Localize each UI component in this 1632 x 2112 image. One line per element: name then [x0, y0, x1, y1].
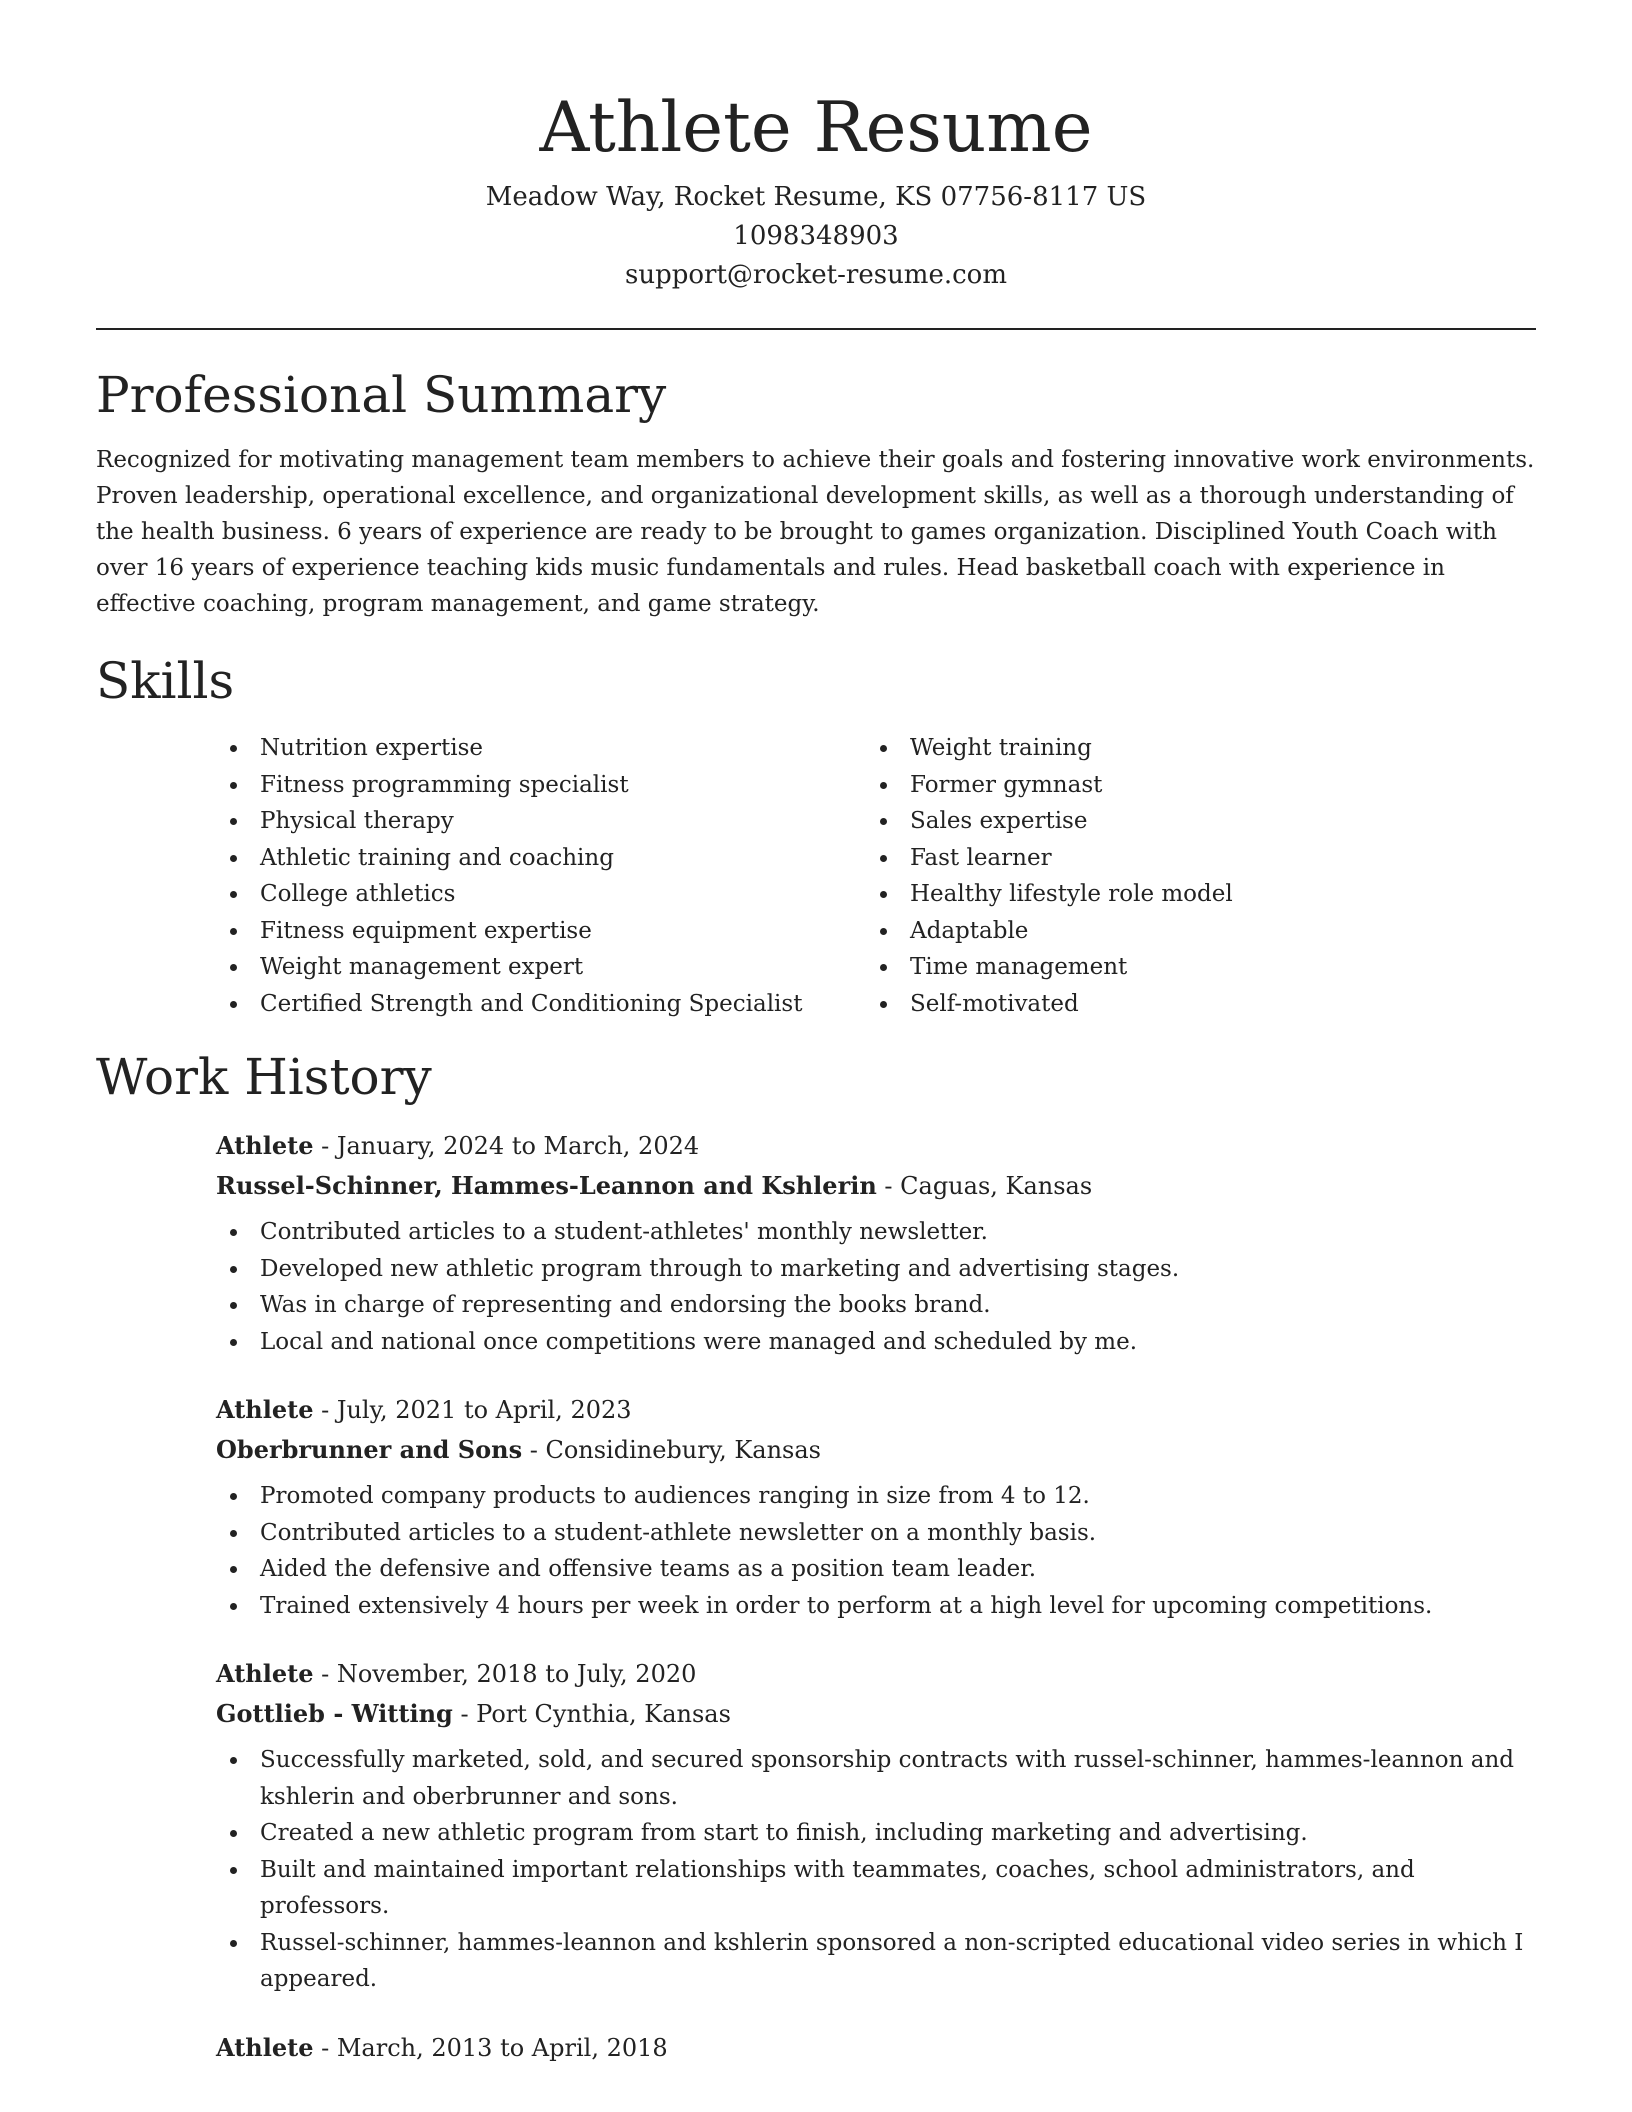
skill-item: Healthy lifestyle role model: [866, 876, 1233, 913]
duty-item: Promoted company products to audiences ranging in size from 4 to 12.: [216, 1478, 1536, 1515]
job-location: - Considinebury, Kansas: [522, 1436, 821, 1464]
duty-item: Contributed articles to a student-athlete newsletter on a monthly basis.: [216, 1515, 1536, 1552]
duty-item: Was in charge of representing and endorsing the books brand.: [216, 1287, 1536, 1324]
job-company-line: [216, 1430, 1536, 1470]
contact-address: Meadow Way, Rocket Resume, KS 07756-8117 US: [485, 182, 1147, 212]
job-company-line: [216, 1166, 1536, 1206]
job-title-line: [216, 1126, 1536, 1166]
skill-item: Certified Strength and Conditioning Specialist: [216, 986, 866, 1023]
job-dates: - January, 2024 to March, 2024: [313, 1132, 700, 1160]
job-entry: [216, 1126, 1536, 1360]
skills-heading: Skills: [96, 652, 235, 710]
duty-item: Trained extensively 4 hours per week in order to perform at a high level for upcoming competitions.: [216, 1588, 1536, 1625]
job-role: Athlete: [216, 1131, 314, 1160]
work-history-heading: Work History: [96, 1048, 432, 1106]
skill-item: Self-motivated: [866, 986, 1233, 1023]
skill-item: Fitness equipment expertise: [216, 913, 866, 950]
job-entry: [216, 1390, 1536, 1624]
job-role: Athlete: [216, 1659, 314, 1688]
job-duties: [216, 1478, 1536, 1624]
summary-text: Recognized for motivating management team members to achieve their goals and fostering innovative work environments. Proven leadership, operational excellence, and organizational development skills, as well as a thorough understanding of the health business. 6 years of experience are ready to be brought to games organization. Disciplined Youth Coach with over 16 years of experience teaching kids music fundamentals and rules. Head basketball coach with experience in effective coaching, program management, and game strategy.: [96, 447, 1535, 617]
job-role: Athlete: [216, 2032, 314, 2062]
job-company: Russel-Schinner, Hammes-Leannon and Kshlerin: [216, 1171, 877, 1200]
skill-item: Physical therapy: [216, 803, 866, 840]
resume-header: [96, 0, 1536, 295]
skill-item: Fast learner: [866, 840, 1233, 877]
header-divider: [96, 328, 1536, 330]
job-title-line: [216, 1390, 1536, 1430]
job-entry: [216, 2028, 1536, 2068]
job-entry: [216, 1654, 1536, 1998]
duty-item: Aided the defensive and offensive teams as a position team leader.: [216, 1551, 1536, 1588]
skill-item: Time management: [866, 949, 1233, 986]
skill-item: College athletics: [216, 876, 866, 913]
skills-list: [216, 730, 1536, 1022]
contact-phone: 1098348903: [733, 221, 899, 251]
skill-item: Weight management expert: [216, 949, 866, 986]
skill-item: Sales expertise: [866, 803, 1233, 840]
job-duties: [216, 1742, 1536, 1998]
job-title-line: [216, 1654, 1536, 1694]
job-location: - Port Cynthia, Kansas: [452, 1700, 731, 1728]
duty-item: Created a new athletic program from start to finish, including marketing and advertising.: [216, 1815, 1536, 1852]
job-title-line: [216, 2028, 1536, 2068]
skills-column-left: [216, 730, 866, 1022]
duty-item: Local and national once competitions were managed and scheduled by me.: [216, 1324, 1536, 1361]
skill-item: Athletic training and coaching: [216, 840, 866, 877]
skill-item: Former gymnast: [866, 767, 1233, 804]
skill-item: Fitness programming specialist: [216, 767, 866, 804]
job-dates: - July, 2021 to April, 2023: [313, 1396, 632, 1424]
duty-item: Successfully marketed, sold, and secured sponsorship contracts with russel-schinner, hammes-leannon and kshlerin and oberbrunner and sons.: [216, 1742, 1536, 1815]
skill-item: Weight training: [866, 730, 1233, 767]
summary-heading: Professional Summary: [96, 366, 667, 424]
job-company-line: [216, 1694, 1536, 1734]
job-duties: [216, 1214, 1536, 1360]
duty-item: Contributed articles to a student-athletes' monthly newsletter.: [216, 1214, 1536, 1251]
job-company: Oberbrunner and Sons: [216, 1435, 523, 1464]
job-role: Athlete: [216, 1395, 314, 1424]
duty-item: Built and maintained important relationships with teammates, coaches, school administrators, and professors.: [216, 1852, 1536, 1925]
contact-email: support@rocket-resume.com: [624, 260, 1007, 290]
resume-name: Athlete Resume: [539, 88, 1093, 168]
job-dates: - November, 2018 to July, 2020: [313, 1660, 697, 1688]
skill-item: Nutrition expertise: [216, 730, 866, 767]
skill-item: Adaptable: [866, 913, 1233, 950]
duty-item: Russel-schinner, hammes-leannon and kshlerin sponsored a non-scripted educational video series in which I appeared.: [216, 1925, 1536, 1998]
job-company: Gottlieb - Witting: [216, 1699, 453, 1728]
resume-page: [96, 0, 1536, 2112]
skills-column-right: [866, 730, 1233, 1022]
duty-item: Developed new athletic program through to marketing and advertising stages.: [216, 1251, 1536, 1288]
job-dates: - March, 2013 to April, 2018: [313, 2033, 668, 2062]
job-location: - Caguas, Kansas: [876, 1172, 1093, 1200]
